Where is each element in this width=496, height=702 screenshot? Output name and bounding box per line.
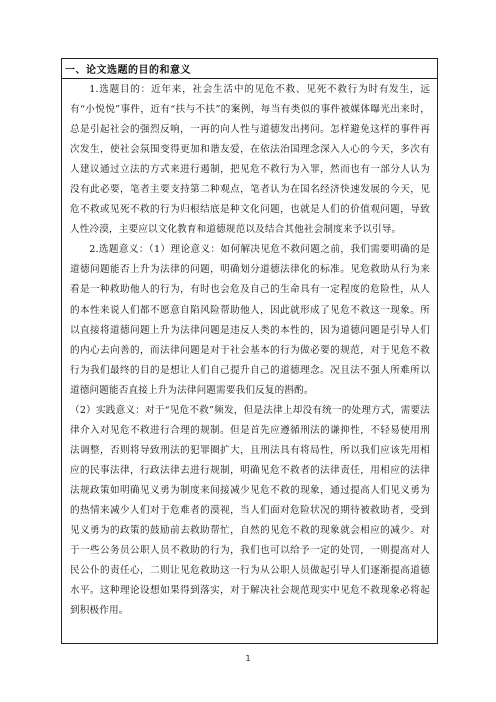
content-table-cell <box>61 58 438 644</box>
section-header-row <box>62 59 437 79</box>
page-number: 1 <box>245 654 251 663</box>
paragraph-practical-significance: （2）实践意义：对于“见危不救”频发，但是法律上却没有统一的处理方式，需要法律介入对见危不救进行合理的规制。但是首先应遵循刑法的谦抑性，不轻易使用刑法调整，否则将导致刑法的犯罪圈扩大，且刑法具有将局性，所以我们应该先用相应的民事法律，行政法律去进行规制，明确见危不救者的法律责任，用相应的法律法规政策如明确见义勇为制度来间接减少见危不救的现象，通过提高人们见义勇为的热情来减少人们对于危难者的漠视，当人们面对危险状况的期待被救助者，受到见义勇为的政策的鼓励前去救助帮忙，自然的见危不救的现象就会相应的减少。对于一些公务员公职人员不救助的行为，我们也可以给予一定的处罚，一则提高对人民公仆的责任心，二则让见危救助这一行为从公职人员做起引导人们逐渐提高道德水平。这种理论设想如果得到落实，对于解决社会规范现实中见危不救现象必将起到积极作用。 <box>70 404 430 617</box>
section-body <box>62 79 437 621</box>
section-title: 一、论文选题的目的和意义 <box>65 65 191 76</box>
paragraph-theoretical-significance: 2.选题意义：（1）理论意义：如何解决见危不救问题之前，我们需要明确的是道德问题能否上升为法律的问题，明确划分道德法律化的标准。见危救助从行为来看是一种救助他人的行为，有时也会危及自己的生命具有一定程度的危险性，从人的本性来说人们都不愿意自陷风险帮助他人，因此就形成了见危不救这一现象。所以直接将道德问题上升为法律问题是违反人类的本性的，因为道德问题是引导人们的内心去向善的，而法律问题是对于社会基本的行为做必要的规范，对于见危不救行为我们最终的目的是想让人们自己提升自己的道德理念。况且法不强人所难所以道德问题能否直接上升为法律问题需要我们反复的斟酌。 <box>70 244 430 396</box>
paragraph-purpose: 1.选题目的：近年来，社会生活中的见危不救、见死不救行为时有发生，远有“小悦悦”事件，近有“扶与不扶”的案例，每当有类似的事件被媒体曝光出来时，总是引起社会的强烈反响，一再的向人性与道德发出拷问。怎样避免这样的事件再次发生，使社会氛围变得更加和谐友爱，在依法治国理念深入人心的今天，多次有人建议通过立法的方式来进行遏制，把见危不救行为入罪，然而也有一部分人认为没有此必要，笔者主要支持第二种观点，笔者认为在国名经济快速发展的今天，见危不救或见死不救的行为归根结底是种文化问题，也就是人们的价值观问题，导致人性冷漠，主要应以文化教育和道德规范以及结合其他社会制度来予以引导。 <box>70 84 430 236</box>
